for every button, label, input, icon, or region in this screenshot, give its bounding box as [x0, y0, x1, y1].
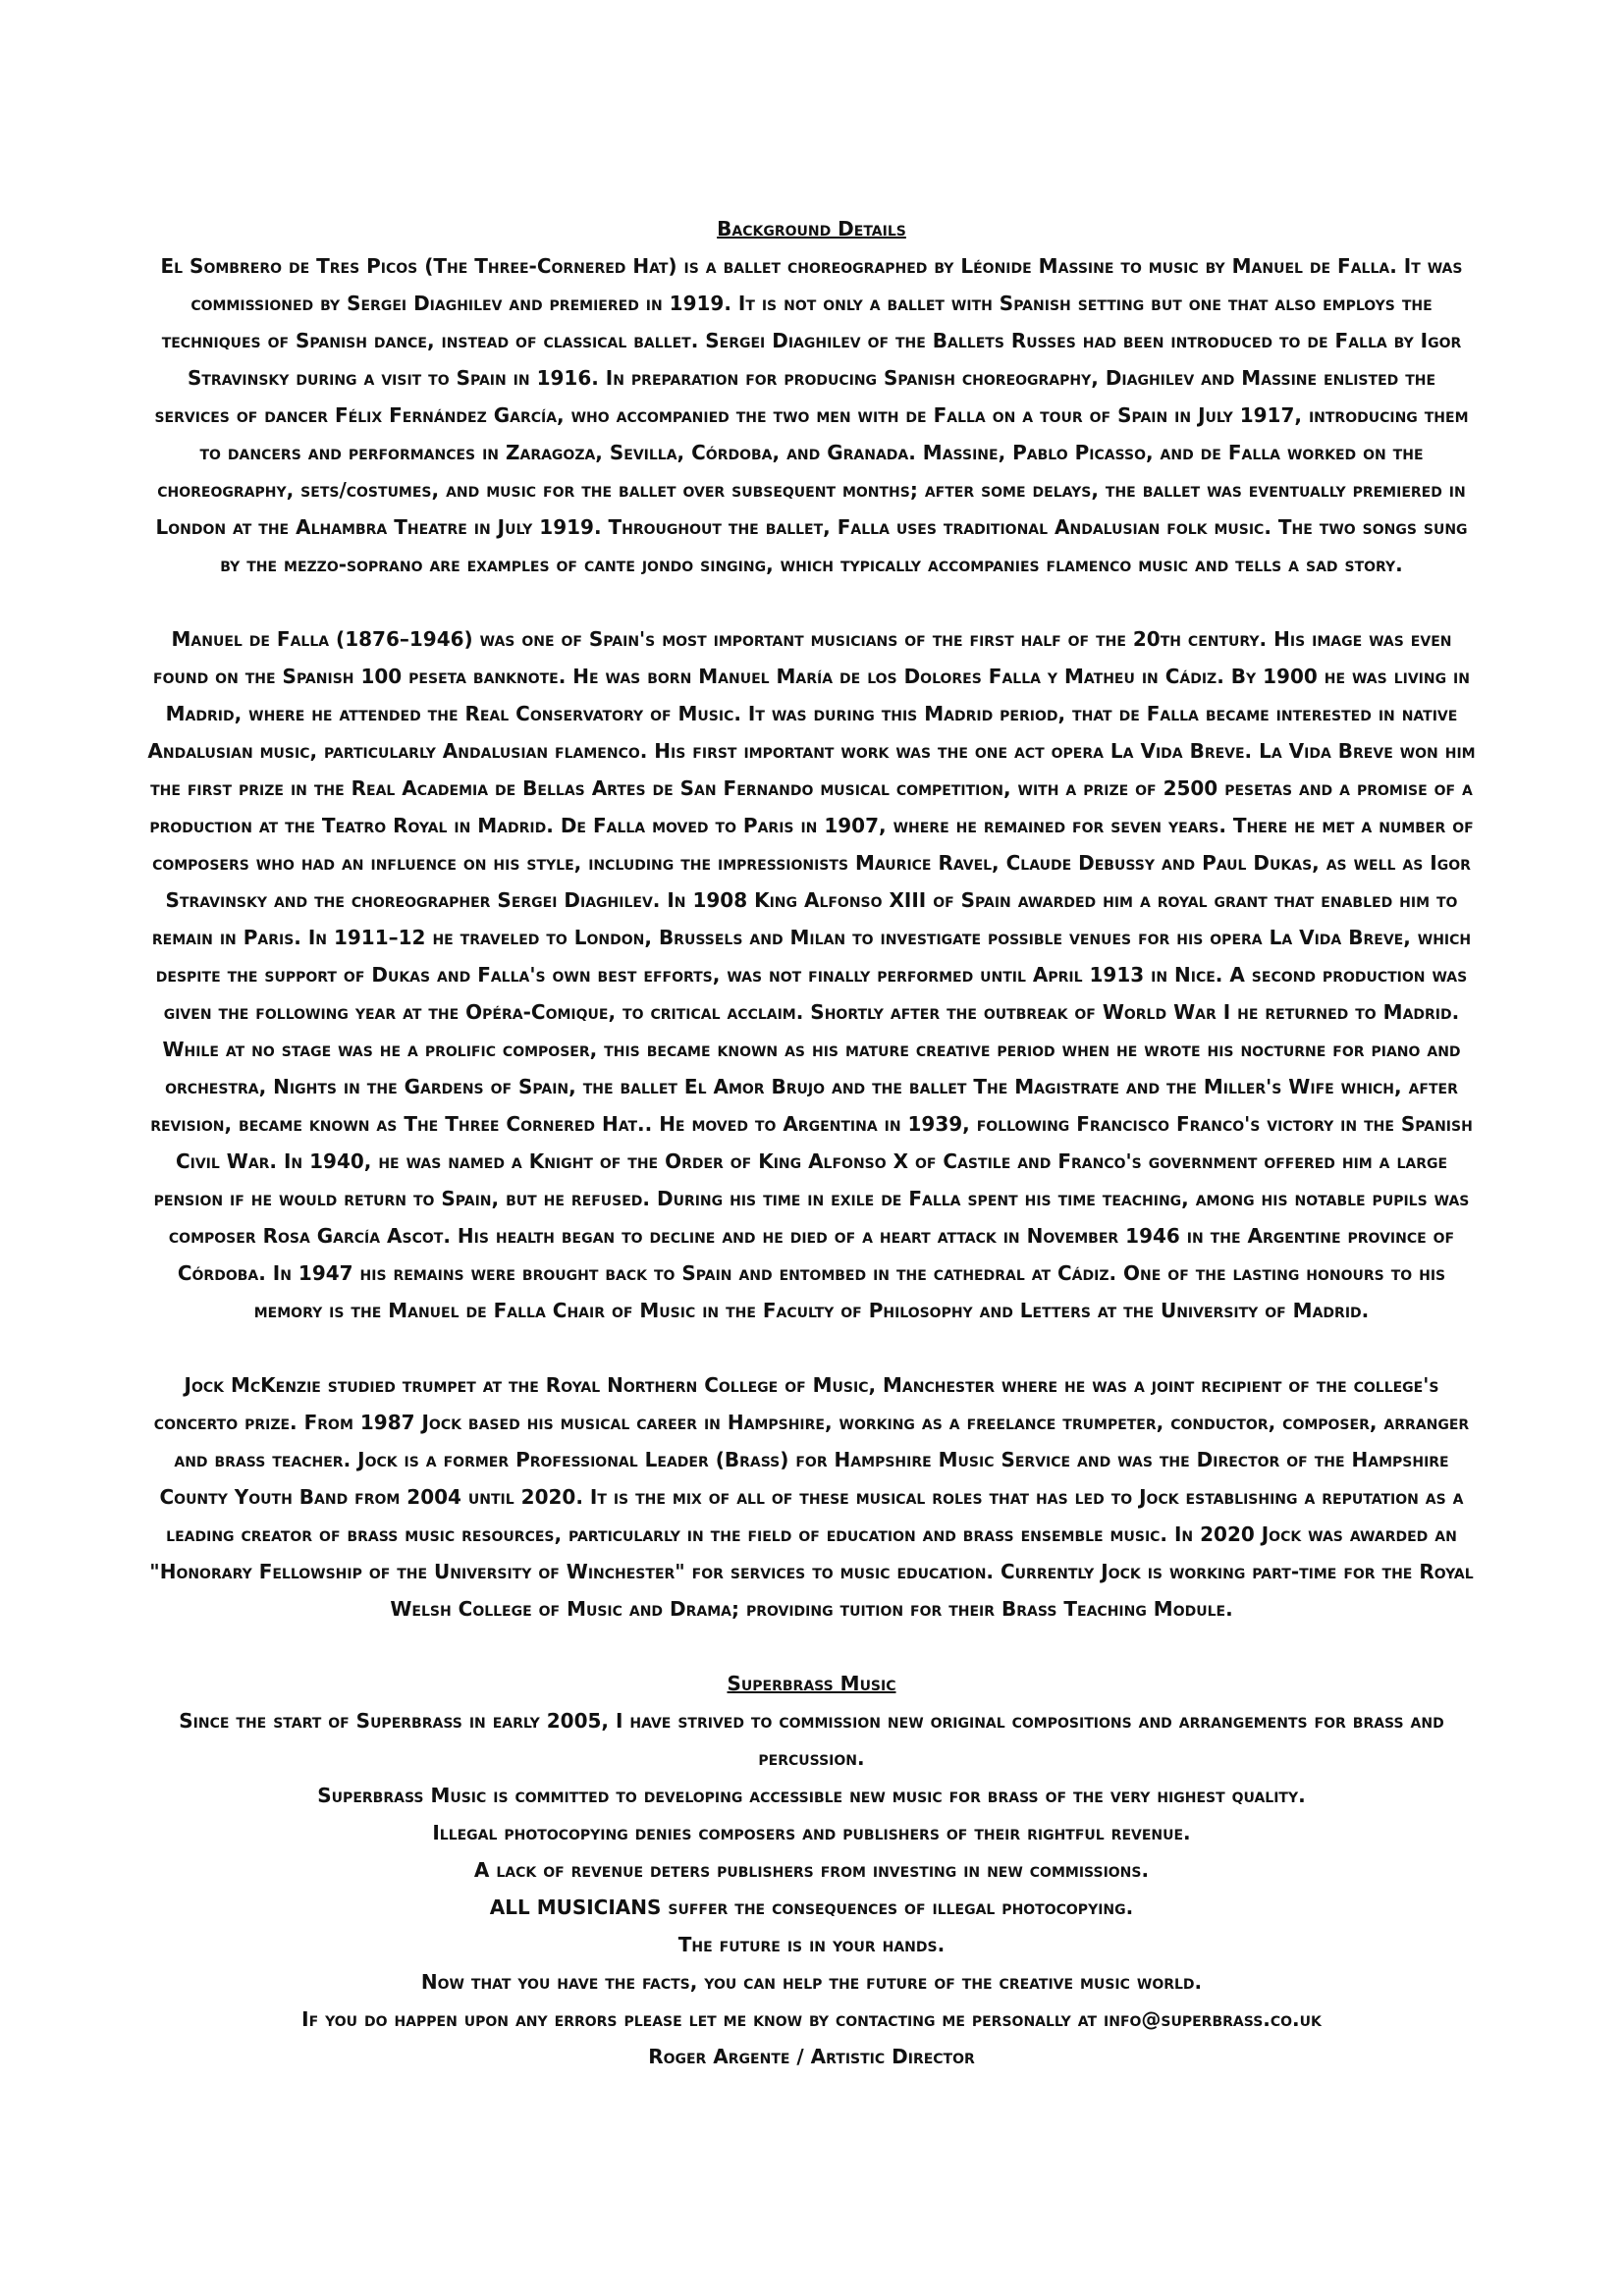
- superbrass-line-future: The future is in your hands.: [677, 1933, 946, 1956]
- superbrass-line-facts: Now that you have the facts, you can help the future of the creative music world.: [420, 1970, 1203, 1994]
- superbrass-intro: Since the start of Superbrass in early 2005, I have strived to commission new original compositions and arrangements for brass and percussion.: [179, 1709, 1444, 1770]
- spacer: [147, 583, 1476, 620]
- superbrass-line-errors: If you do happen upon any errors please let me know by contacting me personally at info@superbrass.co.uk: [301, 2007, 1322, 2031]
- superbrass-line-musicians: [147, 1889, 1476, 1926]
- consequences-text: suffer the consequences of illegal photocopying.: [661, 1896, 1134, 1919]
- superbrass-line-illegal: Illegal photocopying denies composers and publishers of their rightful revenue.: [432, 1821, 1191, 1844]
- composer-paragraph: Manuel de Falla (1876–1946) was one of Spain's most important musicians of the first half of the 20th century. His image was even found on the Spanish 100 peseta banknote. He was born Manuel María de los Dolores Falla y Matheu in Cádiz. By 1900 he was living in Madrid, where he attended the Real Conservatory of Music. It was during this Madrid period, that de Falla became interested in native Andalusian music, particularly Andalusian flamenco. His first important work was the one act opera La Vida Breve. La Vida Breve won him the first prize in the Real Academia de Bellas Artes de San Fernando musical competition, with a prize of 2500 pesetas and a promise of a production at the Teatro Royal in Madrid. De Falla moved to Paris in 1907, where he remained for seven years. There he met a number of composers who had an influence on his style, including the impressionists Maurice Ravel, Claude Debussy and Paul Dukas, as well as Igor Stravinsky and the choreographer Sergei Diaghilev. In 1908 King Alfonso XIII of Spain awarded him a royal grant that enabled him to remain in Paris. In 1911–12 he traveled to London, Brussels and Milan to investigate possible venues for his opera La Vida Breve, which despite the support of Dukas and Falla's own best efforts, was not finally performed until April 1913 in Nice. A second production was given the following year at the Opéra-Comique, to critical acclaim. Shortly after the outbreak of World War I he returned to Madrid. While at no stage was he a prolific composer, this became known as his mature creative period when he wrote his nocturne for piano and orchestra, Nights in the Gardens of Spain, the ballet El Amor Brujo and the ballet The Magistrate and the Miller's Wife which, after revision, became known as The Three Cornered Hat.. He moved to Argentina in 1939, following Francisco Franco's victory in the Spanish Civil War. In 1940, he was named a Knight of the Order of King Alfonso X of Castile and Franco's government offered him a large pension if he would return to Spain, but he refused. During his time in exile de Falla spent his time teaching, among his notable pupils was composer Rosa García Ascot. His health began to decline and he died of a heart attack in November 1946 in the Argentine province of Córdoba. In 1947 his remains were brought back to Spain and entombed in the cathedral at Cádiz. One of the lasting honours to his memory is the Manuel de Falla Chair of Music in the Faculty of Philosophy and Letters at the University of Madrid.: [147, 627, 1476, 1322]
- document-page: [147, 210, 1476, 2075]
- background-paragraph: El Sombrero de Tres Picos (The Three-Cornered Hat) is a ballet choreographed by Léonide Massine to music by Manuel de Falla. It was commissioned by Sergei Diaghilev and premiered in 1919. It is not only a ballet with Spanish setting but one that also employs the techniques of Spanish dance, instead of classical ballet. Sergei Diaghilev of the Ballets Russes had been introduced to de Falla by Igor Stravinsky during a visit to Spain in 1916. In preparation for producing Spanish choreography, Diaghilev and Massine enlisted the services of dancer Félix Fernández García, who accompanied the two men with de Falla on a tour of Spain in July 1917, introducing them to dancers and performances in Zaragoza, Sevilla, Córdoba, and Granada. Massine, Pablo Picasso, and de Falla worked on the choreography, sets/costumes, and music for the ballet over subsequent months; after some delays, the ballet was eventually premiered in London at the Alhambra Theatre in July 1919. Throughout the ballet, Falla uses traditional Andalusian folk music. The two songs sung by the mezzo-soprano are examples of cante jondo singing, which typically accompanies flamenco music and tells a sad story.: [154, 254, 1469, 576]
- all-musicians-text: ALL MUSICIANS: [489, 1896, 662, 1919]
- superbrass-line-quality: Superbrass Music is committed to developing accessible new music for brass of the very highest quality.: [317, 1784, 1306, 1807]
- spacer: [147, 1329, 1476, 1366]
- background-heading: Background Details: [717, 217, 906, 240]
- signature: Roger Argente / Artistic Director: [648, 2045, 975, 2068]
- superbrass-heading: Superbrass Music: [727, 1672, 896, 1695]
- superbrass-line-revenue: A lack of revenue deters publishers from investing in new commissions.: [473, 1858, 1150, 1882]
- arranger-paragraph: Jock McKenzie studied trumpet at the Royal Northern College of Music, Manchester where he was a joint recipient of the college's concerto prize. From 1987 Jock based his musical career in Hampshire, working as a freelance trumpeter, conductor, composer, arranger and brass teacher. Jock is a former Professional Leader (Brass) for Hampshire Music Service and was the Director of the Hampshire County Youth Band from 2004 until 2020. It is the mix of all of these musical roles that has led to Jock establishing a reputation as a leading creator of brass music resources, particularly in the field of education and brass ensemble music. In 2020 Jock was awarded an "Honorary Fellowship of the University of Winchester" for services to music education. Currently Jock is working part-time for the Royal Welsh College of Music and Drama; providing tuition for their Brass Teaching Module.: [149, 1373, 1474, 1621]
- spacer: [147, 1628, 1476, 1665]
